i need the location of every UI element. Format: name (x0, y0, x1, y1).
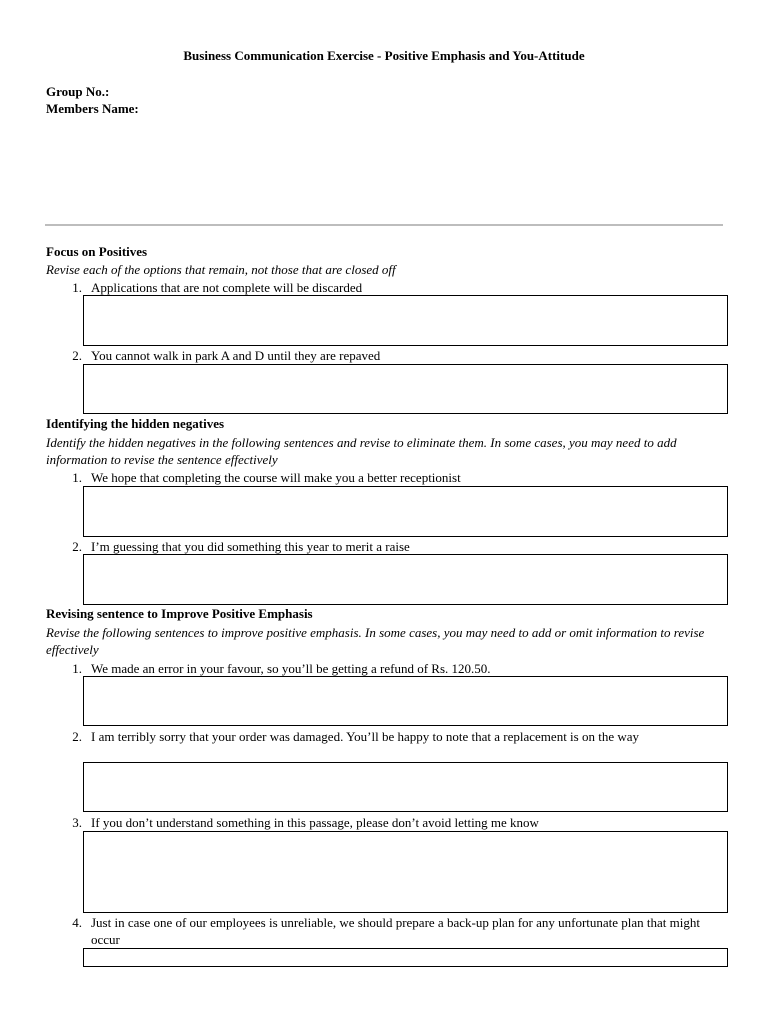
item-number: 2. (72, 348, 82, 363)
item-number: 3. (72, 815, 82, 830)
item-text: We hope that completing the course will make you a better receptionist (91, 470, 461, 485)
item-number: 1. (72, 661, 82, 676)
section-instruction: Identify the hidden negatives in the following sentences and revise to eliminate them. In some cases, you may need to add information to revise the sentence effectively (46, 435, 677, 467)
answer-box[interactable] (83, 364, 728, 414)
section-heading-improve-positive-emphasis: Revising sentence to Improve Positive Emphasis (46, 606, 313, 621)
item-text: I am terribly sorry that your order was damaged. You’ll be happy to note that a replacement is on the way (91, 729, 640, 744)
group-number-label: Group No.: (46, 84, 110, 99)
item-number: 2. (72, 729, 82, 744)
answer-box[interactable] (83, 554, 728, 605)
document-title: Business Communication Exercise - Positive Emphasis and You-Attitude (183, 48, 585, 63)
answer-box[interactable] (83, 676, 728, 726)
item-number: 2. (72, 539, 82, 554)
item-number: 4. (72, 915, 82, 930)
answer-box[interactable] (83, 831, 728, 913)
item-text: We made an error in your favour, so you’ll be getting a refund of Rs. 120.50. (91, 661, 491, 676)
answer-box[interactable] (83, 486, 728, 537)
item-text: Applications that are not complete will be discarded (91, 280, 363, 295)
item-number: 1. (72, 280, 82, 295)
item-text: I’m guessing that you did something this year to merit a raise (91, 539, 410, 554)
answer-box[interactable] (83, 948, 728, 967)
item-text: Just in case one of our employees is unreliable, we should prepare a back-up plan for any unfortunate plan that might occur (91, 915, 701, 947)
answer-box[interactable] (83, 295, 728, 346)
item-text: You cannot walk in park A and D until they are repaved (91, 348, 381, 363)
section-instruction: Revise the following sentences to improve positive emphasis. In some cases, you may need to add or omit information to revise effectively (46, 625, 705, 657)
answer-box[interactable] (83, 762, 728, 812)
section-heading-hidden-negatives: Identifying the hidden negatives (46, 416, 225, 431)
section-instruction: Revise each of the options that remain, not those that are closed off (46, 262, 396, 277)
horizontal-divider (45, 224, 723, 226)
members-name-label: Members Name: (46, 101, 139, 116)
item-text: If you don’t understand something in this passage, please don’t avoid letting me know (91, 815, 539, 830)
section-heading-focus-on-positives: Focus on Positives (46, 244, 148, 259)
item-number: 1. (72, 470, 82, 485)
